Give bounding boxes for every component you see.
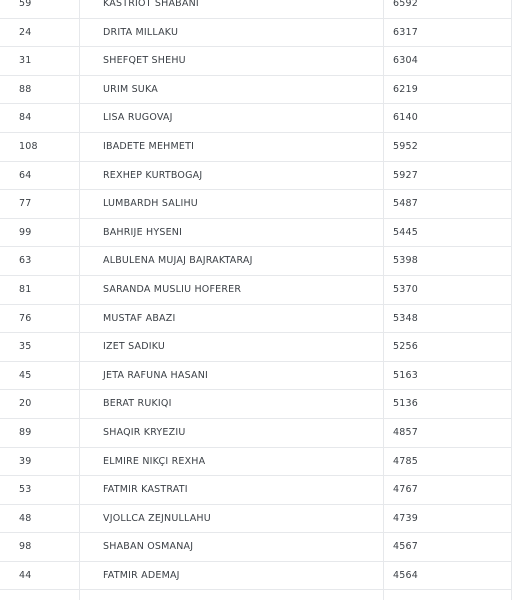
candidate-votes: 5163: [393, 369, 418, 381]
candidate-name: BERAT RUKIQI: [103, 398, 172, 410]
table-row: [0, 533, 512, 562]
candidate-votes: 5348: [393, 312, 418, 324]
candidate-name: ELMIRE NIKÇI REXHA: [103, 455, 206, 467]
candidate-number: 39: [19, 455, 32, 467]
candidate-votes: 5445: [393, 226, 418, 238]
candidate-votes: 4767: [393, 484, 418, 496]
candidate-votes: 5487: [393, 198, 418, 210]
candidate-name: BAHRIJE HYSENI: [103, 226, 183, 238]
candidate-votes: 5256: [393, 341, 418, 353]
candidate-number: 45: [19, 369, 32, 381]
candidate-votes: 6140: [393, 112, 418, 124]
candidate-name: VJOLLCA ZEJNULLAHU: [103, 512, 211, 524]
table-row: [0, 190, 512, 219]
candidate-name: FATMIR ADEMAJ: [103, 569, 180, 581]
candidate-votes: 5136: [393, 398, 418, 410]
candidate-name: KASTRIOT SHABANI: [103, 0, 199, 9]
candidate-name: SARANDA MUSLIU HOFERER: [103, 283, 242, 295]
table-row: [0, 104, 512, 133]
table-row: [0, 19, 512, 48]
table-row: [0, 505, 512, 534]
candidate-name: IZET SADIKU: [103, 341, 166, 353]
candidate-number: 63: [19, 255, 32, 267]
candidate-number: 31: [19, 55, 32, 67]
candidate-name: SHAQIR KRYEZIU: [103, 426, 186, 438]
candidate-name: URIM SUKA: [103, 83, 158, 95]
candidate-name: IBADETE MEHMETI: [103, 140, 195, 152]
candidate-votes: 6592: [393, 0, 418, 9]
candidate-votes: 5952: [393, 140, 418, 152]
candidate-votes: 4739: [393, 512, 418, 524]
candidate-number: 98: [19, 541, 32, 553]
table-row: [0, 47, 512, 76]
candidate-name: LUMBARDH SALIHU: [103, 198, 198, 210]
table-row: [0, 562, 512, 591]
candidate-number: 99: [19, 226, 32, 238]
candidate-votes: 5370: [393, 283, 418, 295]
table-row: [0, 276, 512, 305]
candidate-name: REXHEP KURTBOGAJ: [103, 169, 203, 181]
table-row: [0, 0, 512, 19]
candidate-number: 20: [19, 398, 32, 410]
candidate-number: 88: [19, 83, 32, 95]
candidate-name: JETA RAFUNA HASANI: [103, 369, 209, 381]
candidate-number: 53: [19, 484, 32, 496]
candidate-number: 76: [19, 312, 32, 324]
table-row: [0, 219, 512, 248]
candidate-votes: 5927: [393, 169, 418, 181]
candidate-number: 89: [19, 426, 32, 438]
candidate-votes: 5398: [393, 255, 418, 267]
table-row: [0, 390, 512, 419]
candidate-votes: 6317: [393, 26, 418, 38]
candidate-name: SHABAN OSMANAJ: [103, 541, 194, 553]
candidate-number: 108: [19, 140, 38, 152]
candidate-votes: 4785: [393, 455, 418, 467]
table-row: [0, 448, 512, 477]
candidate-votes: 4857: [393, 426, 418, 438]
candidate-votes: 4567: [393, 541, 418, 553]
table-row: [0, 133, 512, 162]
table-row: [0, 419, 512, 448]
candidate-votes: 6219: [393, 83, 418, 95]
candidate-number: 81: [19, 283, 32, 295]
table-row: [0, 76, 512, 105]
candidate-name: DRITA MILLAKU: [103, 26, 179, 38]
candidate-name: FATMIR KASTRATI: [103, 484, 188, 496]
candidate-name: LISA RUGOVAJ: [103, 112, 173, 124]
candidate-number: 77: [19, 198, 32, 210]
table-row: [0, 362, 512, 391]
table-row: [0, 476, 512, 505]
candidate-name: MUSTAF ABAZI: [103, 312, 176, 324]
candidate-votes: 6304: [393, 55, 418, 67]
candidate-number: 48: [19, 512, 32, 524]
candidate-number: 24: [19, 26, 32, 38]
table-row: [0, 247, 512, 276]
candidate-number: 64: [19, 169, 32, 181]
table-row: [0, 305, 512, 334]
candidate-name: SHEFQET SHEHU: [103, 55, 186, 67]
candidate-number: 84: [19, 112, 32, 124]
candidate-number: 44: [19, 569, 32, 581]
table-row: [0, 162, 512, 191]
candidate-number: 59: [19, 0, 32, 9]
candidate-number: 35: [19, 341, 32, 353]
table-row: [0, 333, 512, 362]
candidate-name: ALBULENA MUJAJ BAJRAKTARAJ: [103, 255, 253, 267]
candidate-votes: 4564: [393, 569, 418, 581]
